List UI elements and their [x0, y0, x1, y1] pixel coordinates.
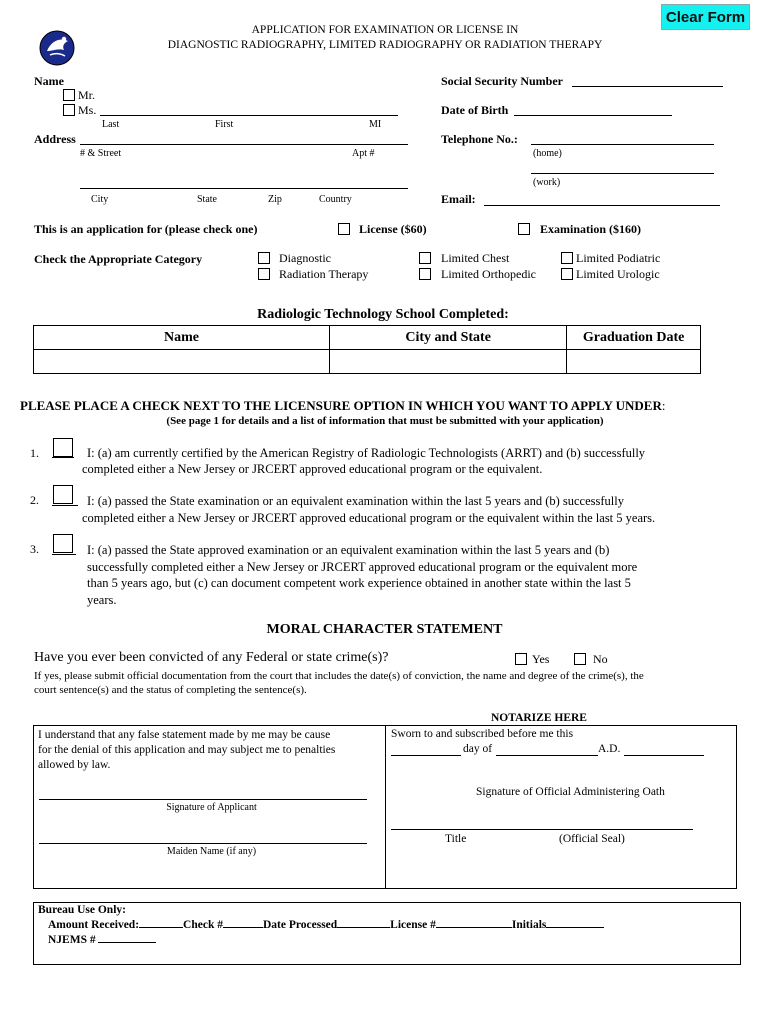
radiation-therapy-checkbox[interactable]	[258, 268, 270, 280]
conviction-yes-label: Yes	[532, 652, 550, 666]
limited-urologic-label: Limited Urologic	[576, 267, 660, 281]
limited-chest-label: Limited Chest	[441, 251, 510, 265]
telephone-label: Telephone No.:	[441, 132, 518, 146]
first-label: First	[215, 119, 234, 130]
license-label: License ($60)	[359, 222, 427, 236]
option-2-text: I: (a) passed the State examination or an equivalent examination within the last 5 years and (b) successfully	[87, 494, 624, 508]
home-label: (home)	[533, 148, 562, 159]
initials-field[interactable]	[546, 927, 604, 928]
apt-label: Apt #	[352, 148, 375, 159]
limited-orthopedic-checkbox[interactable]	[419, 268, 431, 280]
official-signature-label: Signature of Official Administering Oath	[476, 786, 665, 798]
email-label: Email:	[441, 192, 476, 206]
conviction-no-label: No	[593, 652, 608, 666]
ms-label: Ms.	[78, 103, 97, 117]
title-label: Title	[445, 833, 467, 845]
school-section-title: Radiologic Technology School Completed:	[257, 307, 509, 322]
license-number-field[interactable]	[436, 927, 512, 928]
option-3-checkbox[interactable]	[53, 534, 73, 553]
limited-podiatric-label: Limited Podiatric	[576, 251, 661, 265]
home-phone-field[interactable]	[531, 144, 714, 145]
name-label: Name	[34, 74, 64, 88]
option-3-number: 3.	[30, 542, 39, 556]
examination-label: Examination ($160)	[540, 222, 642, 236]
diagnostic-checkbox[interactable]	[258, 252, 270, 264]
examination-checkbox[interactable]	[518, 223, 530, 235]
ad-label: A.D.	[598, 743, 621, 755]
form-title-line1: APPLICATION FOR EXAMINATION OR LICENSE IN	[251, 24, 519, 36]
license-checkbox[interactable]	[338, 223, 350, 235]
form-title-line2: DIAGNOSTIC RADIOGRAPHY, LIMITED RADIOGRAPHY OR RADIATION THERAPY	[167, 39, 603, 51]
option-1-text: I: (a) am currently certified by the American Registry of Radiologic Technologists (ARRT) and (b) successfully	[87, 446, 646, 460]
name-field[interactable]	[100, 115, 398, 116]
conviction-note: If yes, please submit official documentation from the court that includes the date(s) of conviction, the name and degree of the crime(s), the court sentence(s) and the status of completing the sentence(s).	[34, 670, 644, 696]
amount-field[interactable]	[139, 927, 183, 928]
dob-field[interactable]	[514, 115, 672, 116]
sworn-month-field[interactable]	[496, 755, 598, 756]
njems-row: NJEMS #	[48, 934, 156, 946]
option-1-number: 1.	[30, 446, 39, 460]
email-field[interactable]	[484, 205, 720, 206]
ssn-field[interactable]	[572, 86, 723, 87]
option-2-text-cont: completed either a New Jersey or JRCERT approved educational program or the equivalent within the last 5 years.	[82, 511, 656, 525]
work-label: (work)	[533, 177, 561, 188]
option-2-number: 2.	[30, 493, 39, 507]
option-3-text: I: (a) passed the State approved examination or an equivalent examination within the last 5 years and (b) successfully completed either a New Jersey or JRCERT approved educational program or the equivalent more than 5 years ago, but (c) can document competent work experience obtained in another state within the last 5 years.	[87, 543, 638, 607]
official-title-field[interactable]	[391, 829, 693, 830]
school-name-cell[interactable]	[34, 350, 330, 374]
bureau-heading: Bureau Use Only:	[38, 904, 126, 916]
option-1-text-cont: completed either a New Jersey or JRCERT approved educational program or the equivalent.	[82, 462, 543, 476]
school-name-header: Name	[34, 326, 330, 350]
day-of-label: day of	[463, 743, 493, 755]
licensure-heading: PLEASE PLACE A CHECK NEXT TO THE LICENSURE OPTION IN WHICH YOU WANT TO APPLY UNDER:	[20, 398, 666, 413]
dob-label: Date of Birth	[441, 103, 509, 117]
applicant-signature-label: Signature of Applicant	[166, 802, 257, 813]
limited-chest-checkbox[interactable]	[419, 252, 431, 264]
school-table	[33, 325, 701, 374]
option-2-checkbox[interactable]	[53, 485, 73, 504]
city-field[interactable]	[80, 188, 408, 189]
applicant-signature-field[interactable]	[39, 799, 367, 800]
last-label: Last	[102, 119, 120, 130]
mi-label: MI	[369, 119, 382, 130]
city-label: City	[91, 194, 109, 205]
njems-field[interactable]	[98, 942, 156, 943]
option-1-checkbox[interactable]	[53, 438, 73, 457]
conviction-no-checkbox[interactable]	[574, 653, 586, 665]
nj-state-seal-icon	[38, 29, 76, 67]
school-city-cell[interactable]	[330, 350, 567, 374]
street-label: # & Street	[80, 148, 122, 159]
ssn-label: Social Security Number	[441, 74, 563, 88]
work-phone-field[interactable]	[531, 173, 714, 174]
school-graduation-cell[interactable]	[567, 350, 701, 374]
maiden-name-label: Maiden Name (if any)	[166, 846, 257, 857]
address-label: Address	[34, 132, 76, 146]
licensure-subheading: (See page 1 for details and a list of information that must be submitted with your application)	[166, 415, 604, 427]
ms-checkbox[interactable]	[63, 104, 75, 116]
conviction-yes-checkbox[interactable]	[515, 653, 527, 665]
limited-podiatric-checkbox[interactable]	[561, 252, 573, 264]
sworn-text: Sworn to and subscribed before me this	[391, 728, 574, 740]
application-type-label: This is an application for (please check one)	[34, 222, 258, 236]
school-graduation-header: Graduation Date	[567, 326, 701, 350]
school-city-header: City and State	[330, 326, 567, 350]
mr-checkbox[interactable]	[63, 89, 75, 101]
sworn-date-field[interactable]	[391, 755, 461, 756]
country-label: Country	[319, 194, 352, 205]
official-seal-label: (Official Seal)	[559, 833, 625, 845]
state-label: State	[197, 194, 217, 205]
bureau-fields-row: Amount Received: Check # Date Processed License # Initials	[48, 919, 604, 931]
diagnostic-label: Diagnostic	[279, 251, 331, 265]
moral-heading: MORAL CHARACTER STATEMENT	[266, 622, 503, 637]
limited-orthopedic-label: Limited Orthopedic	[441, 267, 536, 281]
sworn-year-field[interactable]	[624, 755, 704, 756]
mr-label: Mr.	[78, 88, 96, 102]
understand-statement: I understand that any false statement made by me may be cause for the denial of this application and may subject me to penalties allowed by law.	[38, 729, 336, 771]
street-field[interactable]	[80, 144, 408, 145]
limited-urologic-checkbox[interactable]	[561, 268, 573, 280]
check-field[interactable]	[223, 927, 263, 928]
maiden-name-field[interactable]	[39, 843, 367, 844]
zip-label: Zip	[268, 194, 282, 205]
conviction-question: Have you ever been convicted of any Federal or state crime(s)?	[34, 650, 389, 665]
radiation-therapy-label: Radiation Therapy	[279, 267, 369, 281]
date-processed-field[interactable]	[337, 927, 390, 928]
category-label: Check the Appropriate Category	[34, 252, 203, 266]
clear-form-button[interactable]: Clear Form	[661, 4, 750, 30]
notarize-heading: NOTARIZE HERE	[491, 712, 587, 724]
